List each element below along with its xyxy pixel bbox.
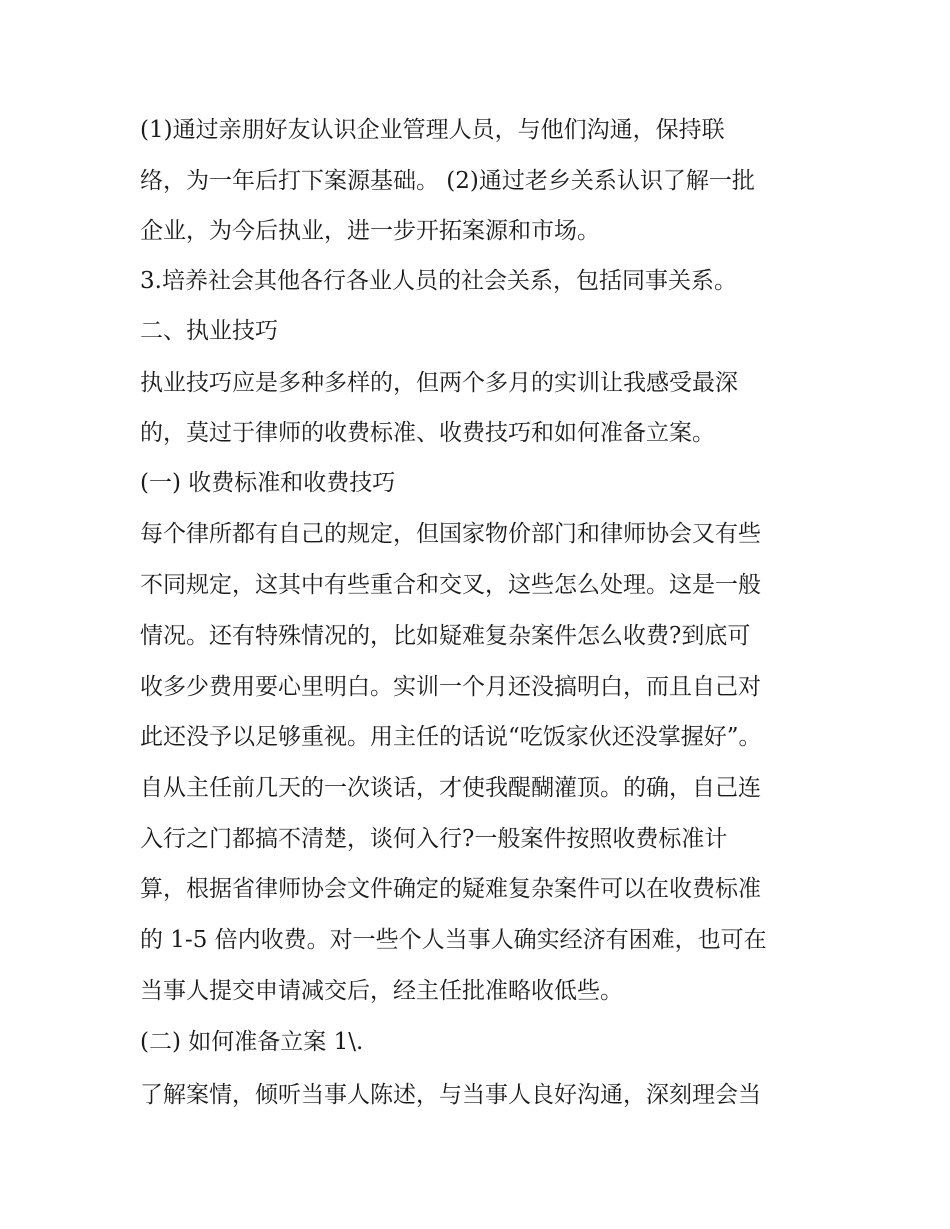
text-line-18: 当事人提交申请减交后，经主任批准略收低些。	[140, 978, 623, 1004]
text-line-11: 情况。还有特殊情况的，比如疑难复杂案件怎么收费?到底可	[140, 623, 751, 649]
text-line-16: 算，根据省律师协会文件确定的疑难复杂案件可以在收费标准	[140, 876, 761, 902]
subheading-fee-standards: (一) 收费标准和收费技巧	[140, 470, 396, 496]
text-line-2: 络，为一年后打下案源基础。 (2)通过老乡关系认识了解一批	[140, 168, 755, 194]
subheading-prepare-filing: (二) 如何准备立案 1\.	[140, 1029, 364, 1055]
text-line-12: 收多少费用要心里明白。实训一个月还没搞明白，而且自己对	[140, 674, 761, 700]
text-line-3: 企业，为今后执业，进一步开拓案源和市场。	[140, 218, 600, 244]
text-line-9: 每个律所都有自己的规定，但国家物价部门和律师协会又有些	[140, 521, 761, 547]
section-heading-skills: 二、执业技巧	[140, 318, 278, 344]
text-line-20: 了解案情，倾听当事人陈述，与当事人良好沟通，深刻理会当	[140, 1082, 761, 1108]
text-line-4: 3.培养社会其他各行各业人员的社会关系，包括同事关系。	[140, 268, 737, 294]
text-line-13: 此还没予以足够重视。用主任的话说“吃饭家伙还没掌握好”。	[140, 724, 762, 750]
text-line-17: 的 1-5 倍内收费。对一些个人当事人确实经济有困难，也可在	[140, 927, 767, 953]
text-line-6: 执业技巧应是多种多样的，但两个多月的实训让我感受最深	[140, 370, 738, 396]
text-line-15: 入行之门都搞不清楚，谈何入行?一般案件按照收费标准计	[140, 826, 728, 852]
text-line-7: 的，莫过于律师的收费标准、收费技巧和如何准备立案。	[140, 420, 715, 446]
text-line-1: (1)通过亲朋好友认识企业管理人员，与他们沟通，保持联	[140, 117, 725, 143]
text-line-10: 不同规定，这其中有些重合和交叉，这些怎么处理。这是一般	[140, 572, 761, 598]
text-line-14: 自从主任前几天的一次谈话，才使我醍醐灌顶。的确，自己连	[140, 775, 761, 801]
